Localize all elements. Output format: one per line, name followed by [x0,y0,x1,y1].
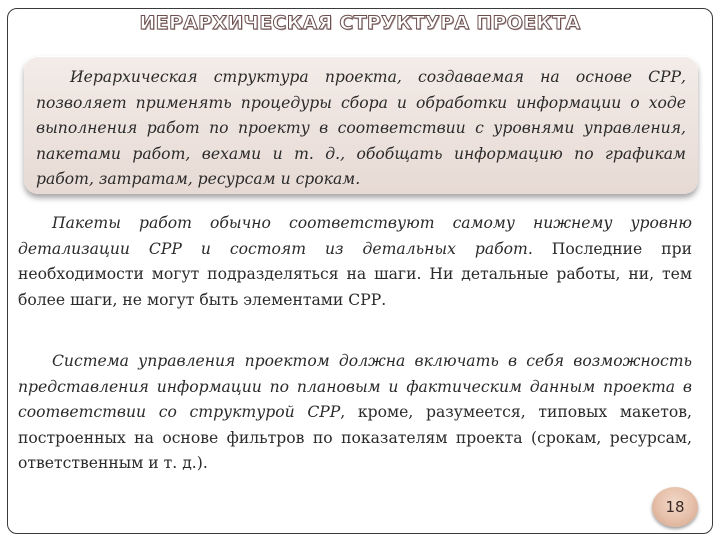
paragraph-work-packages-regular: Последние при необходимости могут подразделяться на шаги. Ни детальные работы, ни, тем более шаги, не могут быть элементами СРР. [18,239,693,309]
highlight-box [24,56,698,194]
paragraph-management-system [18,349,692,477]
paragraph-management-system-italic: Система управления проектом должна включать в себя возможность представления информации по плановым и фактическим данным проекта в соответствии со структурой СРР [18,352,692,421]
paragraph-management-system-regular: , кроме, разумеется, типовых макетов, построенных на основе фильтров по показателям проекта (срокам, ресурсам, ответственным и т. д.). [18,403,692,472]
highlight-text: Иерархическая структура проекта, создаваемая на основе СРР, позволяет применять процедуры сбора и обработки информации о ходе выполнения работ по проекту в соответствии с уровнями управления, пакетами работ, вехами и т. д., обобщать информацию по графикам работ, затратам, ресурсам и срокам. [36,68,686,188]
page-number-badge: 18 [652,487,698,527]
paragraph-work-packages [18,211,692,313]
paragraph-work-packages-italic: Пакеты работ обычно соответствуют самому нижнему уровню детализации СРР и состоят из детальных работ. [18,214,692,258]
slide-title: ИЕРАРХИЧЕСКАЯ СТРУКТУРА ПРОЕКТА [139,12,581,34]
